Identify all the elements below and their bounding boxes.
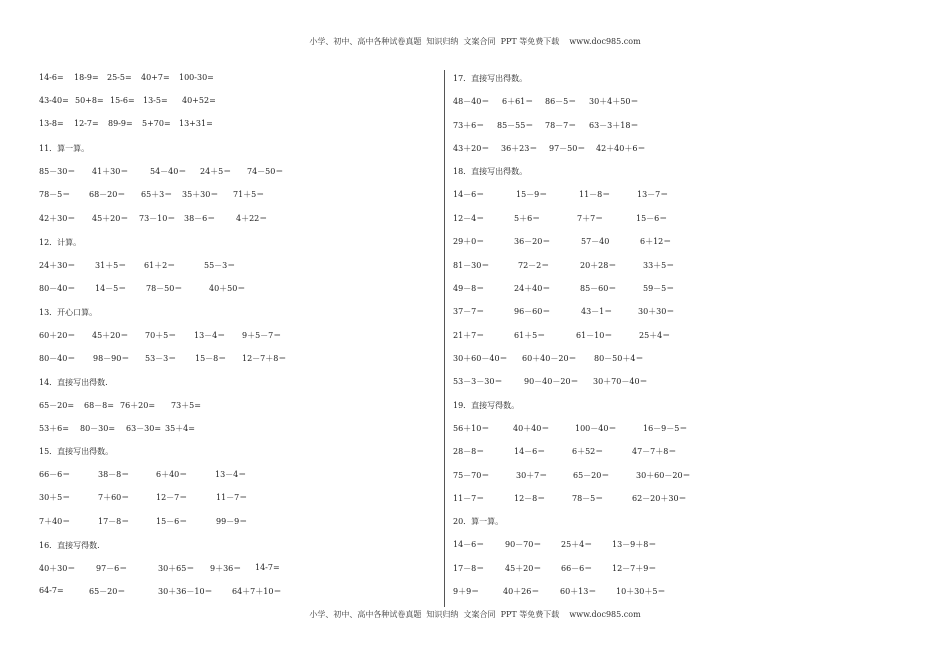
math-problem: 29＋0＝ [453, 237, 485, 246]
column-divider [444, 70, 445, 607]
math-problem: 100－40＝ [575, 424, 617, 433]
math-problem: 53－3－30＝ [453, 377, 503, 386]
math-problem: 57－40 [581, 237, 610, 246]
math-problem: 14－5＝ [95, 284, 127, 293]
math-problem: 43-40= [39, 96, 69, 105]
page-header: 小学、初中、高中各种试卷真题 知识归纳 文案合同 PPT 等免费下载 www.doc985.com [309, 37, 641, 46]
math-problem: 89-9= [108, 119, 133, 128]
math-problem: 55－3＝ [204, 261, 236, 270]
math-problem: 13－7＝ [637, 190, 669, 199]
math-problem: 24＋5＝ [200, 167, 232, 176]
math-problem: 30＋30＝ [638, 307, 675, 316]
math-problem: 81－30＝ [453, 261, 490, 270]
math-problem: 9＋36＝ [210, 564, 242, 573]
math-problem: 45＋20＝ [92, 331, 129, 340]
math-problem: 71＋5＝ [233, 190, 265, 199]
math-problem: 61＋2＝ [144, 261, 176, 270]
math-problem: 11－7＝ [453, 494, 485, 503]
math-problem: 64＋7＋10＝ [232, 587, 282, 596]
math-problem: 96－60＝ [514, 307, 551, 316]
math-problem: 65＋3＝ [141, 190, 173, 199]
math-problem: 60＋20＝ [39, 331, 76, 340]
math-problem: 13-5= [143, 96, 168, 105]
math-problem: 40+7= [141, 73, 170, 82]
math-problem: 9＋5－7＝ [242, 331, 282, 340]
math-problem: 43－1＝ [581, 307, 613, 316]
math-problem: 80－30= [80, 424, 116, 433]
math-problem: 68－20＝ [89, 190, 126, 199]
section-heading: 18．直接写出得数。 [453, 167, 528, 176]
math-problem: 42＋30＝ [39, 214, 76, 223]
math-problem: 78－50＝ [146, 284, 183, 293]
math-problem: 30＋7＝ [516, 471, 548, 480]
math-problem: 50+8= [75, 96, 104, 105]
math-problem: 28－8＝ [453, 447, 485, 456]
math-problem: 25＋4＝ [639, 331, 671, 340]
math-problem: 66－6＝ [561, 564, 593, 573]
math-problem: 90－70＝ [505, 540, 542, 549]
math-problem: 64-7= [39, 586, 64, 595]
math-problem: 12-7= [74, 119, 99, 128]
math-problem: 7＋7＝ [577, 214, 604, 223]
math-problem: 76＋20= [120, 401, 156, 410]
math-problem: 21＋7＝ [453, 331, 485, 340]
math-problem: 4＋22＝ [236, 214, 268, 223]
math-problem: 14-7= [255, 563, 280, 572]
math-problem: 80－40＝ [39, 284, 76, 293]
math-problem: 13-8= [39, 119, 64, 128]
math-problem: 38－6＝ [184, 214, 216, 223]
math-problem: 36－20＝ [514, 237, 551, 246]
math-problem: 6＋52＝ [572, 447, 604, 456]
math-problem: 30＋5＝ [39, 493, 71, 502]
math-problem: 38－8＝ [98, 470, 130, 479]
math-problem: 97－50＝ [549, 144, 586, 153]
math-problem: 13－9＋8＝ [612, 540, 657, 549]
math-problem: 15－9＝ [516, 190, 548, 199]
math-problem: 12－7＋9＝ [612, 564, 657, 573]
section-heading: 14．直接写出得数. [39, 378, 108, 387]
math-problem: 7＋60＝ [98, 493, 130, 502]
math-problem: 6＋12＝ [640, 237, 672, 246]
section-heading: 16．直接写得数. [39, 541, 100, 550]
math-problem: 12－7＝ [156, 493, 188, 502]
math-problem: 73＋5= [171, 401, 201, 410]
math-problem: 62－20＋30＝ [632, 494, 687, 503]
math-problem: 60＋13＝ [560, 587, 597, 596]
math-problem: 30＋4＋50＝ [589, 97, 639, 106]
math-problem: 90－40－20＝ [524, 377, 579, 386]
math-problem: 17－8＝ [98, 517, 130, 526]
math-problem: 5＋6＝ [514, 214, 541, 223]
math-problem: 30＋60－20＝ [636, 471, 691, 480]
math-problem: 54－40＝ [150, 167, 187, 176]
math-problem: 45＋20＝ [92, 214, 129, 223]
math-problem: 53－3＝ [145, 354, 177, 363]
math-problem: 40＋26＝ [503, 587, 540, 596]
math-problem: 86－5＝ [545, 97, 577, 106]
math-problem: 11－7＝ [216, 493, 248, 502]
math-problem: 41＋30＝ [92, 167, 129, 176]
math-problem: 25＋4＝ [561, 540, 593, 549]
math-problem: 33＋5＝ [643, 261, 675, 270]
math-problem: 80－40＝ [39, 354, 76, 363]
page-footer: 小学、初中、高中各种试卷真题 知识归纳 文案合同 PPT 等免费下载 www.doc985.com [309, 610, 641, 619]
math-problem: 15－8＝ [195, 354, 227, 363]
section-heading: 15．直接写出得数。 [39, 447, 114, 456]
math-problem: 75－70＝ [453, 471, 490, 480]
math-problem: 42＋40＋6＝ [596, 144, 646, 153]
math-problem: 12－8＝ [514, 494, 546, 503]
math-problem: 40＋30＝ [39, 564, 76, 573]
math-problem: 7＋40＝ [39, 517, 71, 526]
math-problem: 5+70= [142, 119, 171, 128]
math-problem: 100-30= [179, 73, 214, 82]
math-problem: 13－4＝ [215, 470, 247, 479]
math-problem: 48－40＝ [453, 97, 490, 106]
math-problem: 36＋23＝ [501, 144, 538, 153]
math-problem: 85－55＝ [497, 121, 534, 130]
math-problem: 73－10＝ [139, 214, 176, 223]
math-problem: 65－20= [39, 401, 75, 410]
math-problem: 40+52= [182, 96, 216, 105]
math-problem: 14－6＝ [514, 447, 546, 456]
math-problem: 24＋30＝ [39, 261, 76, 270]
math-problem: 66－6＝ [39, 470, 71, 479]
math-problem: 14－6＝ [453, 190, 485, 199]
math-problem: 65－20＝ [89, 587, 126, 596]
math-problem: 25-5= [107, 73, 132, 82]
math-problem: 14－6＝ [453, 540, 485, 549]
math-problem: 6＋61＝ [502, 97, 534, 106]
math-problem: 68－8= [84, 401, 114, 410]
math-problem: 70＋5＝ [145, 331, 177, 340]
math-problem: 85－60＝ [580, 284, 617, 293]
math-problem: 59－5＝ [643, 284, 675, 293]
math-problem: 13+31= [179, 119, 213, 128]
math-problem: 63－30= [126, 424, 162, 433]
section-heading: 12．计算。 [39, 238, 82, 247]
math-problem: 80－50＋4＝ [594, 354, 644, 363]
math-problem: 9＋9＝ [453, 587, 480, 596]
math-problem: 65－20＝ [573, 471, 610, 480]
math-problem: 56＋10＝ [453, 424, 490, 433]
math-problem: 53＋6= [39, 424, 69, 433]
math-problem: 30＋65＝ [158, 564, 195, 573]
math-problem: 17－8＝ [453, 564, 485, 573]
section-heading: 19．直接写得数。 [453, 401, 520, 410]
math-problem: 15-6= [110, 96, 135, 105]
math-problem: 24＋40＝ [514, 284, 551, 293]
section-heading: 17．直接写出得数。 [453, 74, 528, 83]
math-problem: 37－7＝ [453, 307, 485, 316]
math-problem: 49－8＝ [453, 284, 485, 293]
section-heading: 13．开心口算。 [39, 308, 98, 317]
math-problem: 35＋4= [165, 424, 195, 433]
math-problem: 60＋40－20＝ [522, 354, 577, 363]
section-heading: 11．算一算。 [39, 144, 90, 153]
math-problem: 15－6＝ [156, 517, 188, 526]
math-problem: 98－90＝ [93, 354, 130, 363]
math-problem: 30＋70－40＝ [593, 377, 648, 386]
math-problem: 78－5＝ [572, 494, 604, 503]
math-problem: 47－7＋8＝ [632, 447, 677, 456]
math-problem: 61＋5＝ [514, 331, 546, 340]
math-problem: 43＋20＝ [453, 144, 490, 153]
section-heading: 20．算一算。 [453, 517, 504, 526]
math-problem: 11－8＝ [579, 190, 611, 199]
math-problem: 78－5＝ [39, 190, 71, 199]
math-problem: 61－10＝ [576, 331, 613, 340]
math-problem: 12－7＋8＝ [242, 354, 287, 363]
math-problem: 6＋40＝ [156, 470, 188, 479]
math-problem: 73＋6＝ [453, 121, 485, 130]
math-problem: 97－6＝ [96, 564, 128, 573]
math-problem: 10＋30＋5＝ [616, 587, 666, 596]
math-problem: 14-6= [39, 73, 64, 82]
math-problem: 35＋30＝ [182, 190, 219, 199]
math-problem: 20＋28＝ [580, 261, 617, 270]
math-problem: 13－4＝ [194, 331, 226, 340]
math-problem: 31＋5＝ [95, 261, 127, 270]
math-problem: 74－50＝ [247, 167, 284, 176]
math-problem: 63－3＋18＝ [589, 121, 639, 130]
math-problem: 40＋40＝ [513, 424, 550, 433]
math-problem: 30＋36－10＝ [158, 587, 213, 596]
math-problem: 30＋60－40＝ [453, 354, 508, 363]
math-problem: 18-9= [74, 73, 99, 82]
math-problem: 99－9＝ [216, 517, 248, 526]
math-problem: 15－6＝ [636, 214, 668, 223]
math-problem: 12－4＝ [453, 214, 485, 223]
math-problem: 16－9－5＝ [643, 424, 688, 433]
math-problem: 72－2＝ [518, 261, 550, 270]
math-problem: 78－7＝ [545, 121, 577, 130]
math-problem: 85－30＝ [39, 167, 76, 176]
math-problem: 40＋50＝ [209, 284, 246, 293]
math-problem: 45＋20＝ [505, 564, 542, 573]
